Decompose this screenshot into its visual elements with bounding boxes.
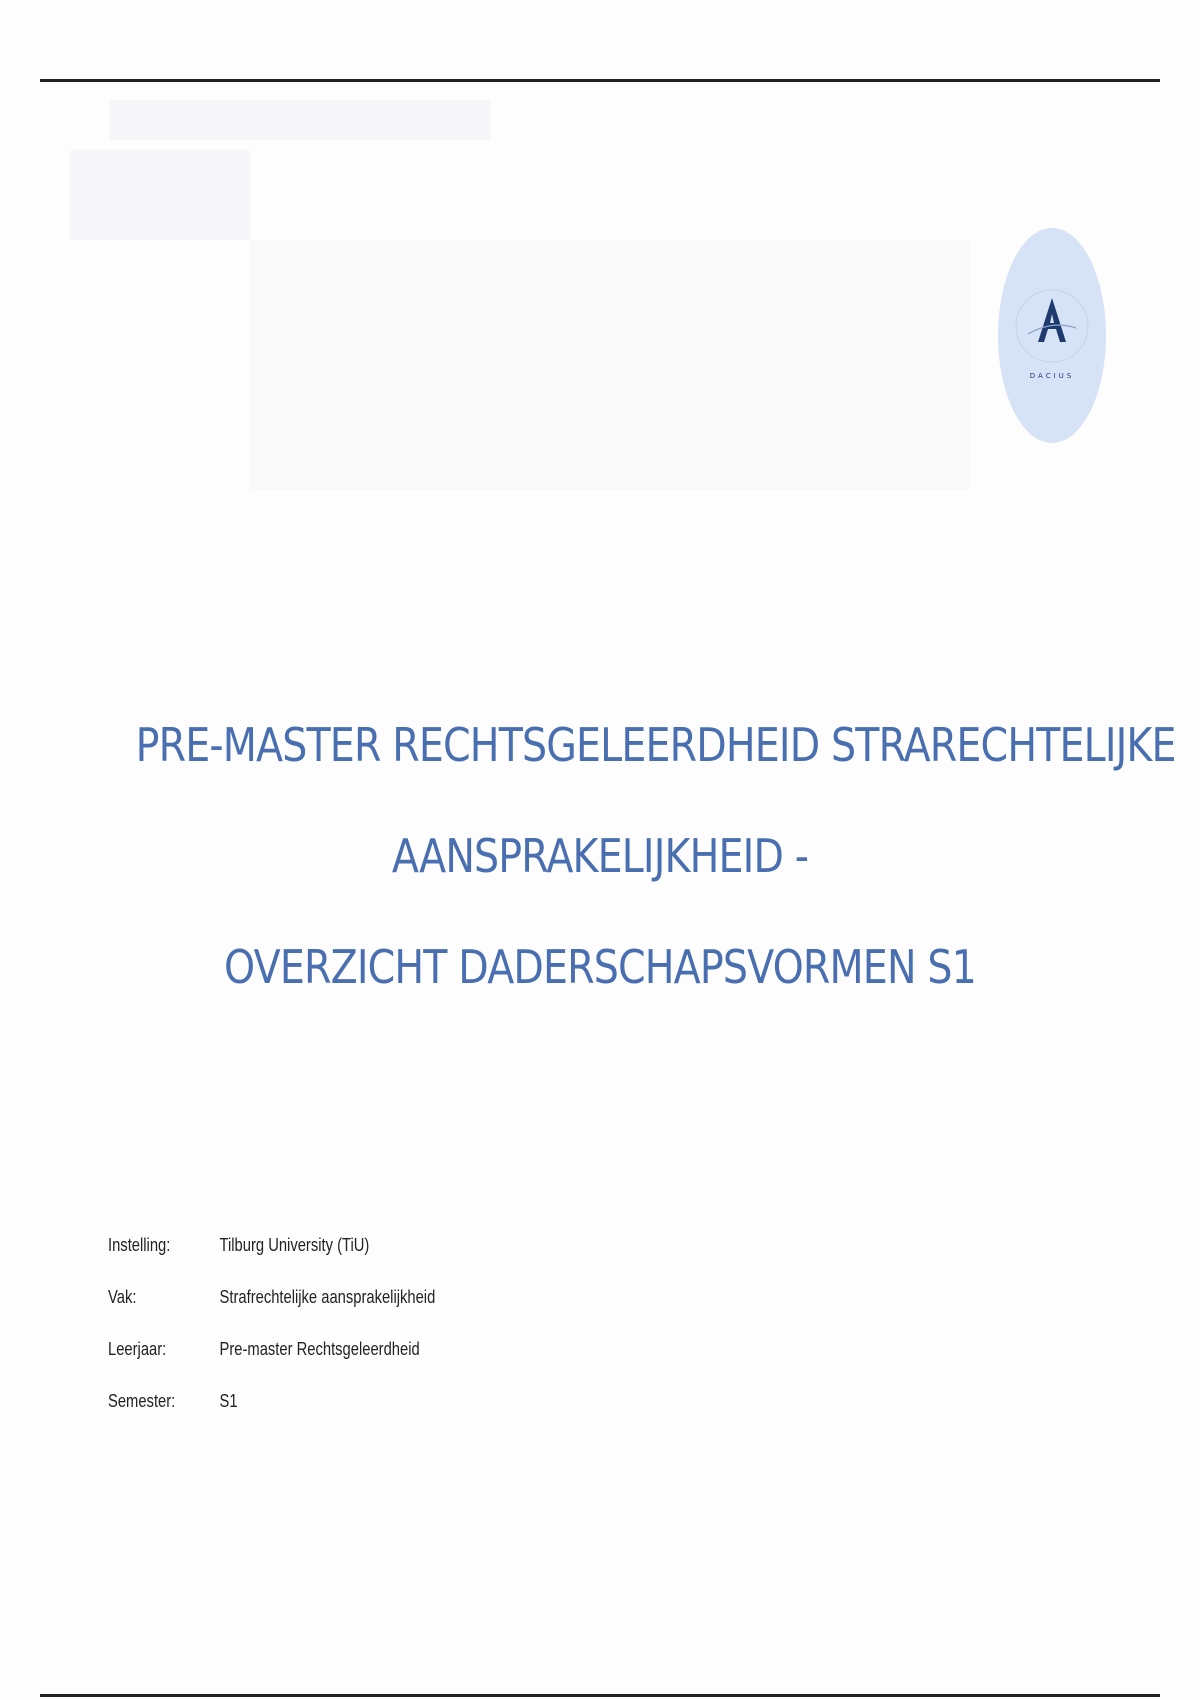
header-rule [40, 79, 1160, 82]
metadata-label: Vak: [108, 1287, 137, 1307]
metadata-value: Strafrechtelijke aansprakelijkheid [219, 1287, 436, 1307]
metadata-value: Tilburg University (TiU) [219, 1235, 370, 1255]
watermark-block [70, 150, 250, 240]
dacius-logo [998, 228, 1106, 443]
document-title [135, 690, 1176, 1023]
metadata-value: S1 [219, 1391, 238, 1411]
watermark-block [250, 240, 970, 490]
metadata-label: Leerjaar: [108, 1339, 167, 1359]
title-line-1: PRE-MASTER RECHTSGELEERDHEID STRARECHTELIJKE [135, 718, 1176, 772]
title-line-3: OVERZICHT DADERSCHAPSVORMEN S1 [224, 940, 976, 994]
metadata-value: Pre-master Rechtsgeleerdheid [219, 1339, 420, 1359]
footer-rule [40, 1694, 1160, 1697]
title-line-2: AANSPRAKELIJKHEID - [391, 829, 809, 883]
metadata-label: Instelling: [108, 1235, 171, 1255]
letter-a-logo-icon [998, 228, 1106, 443]
document-metadata [108, 1235, 435, 1443]
metadata-row-year [108, 1339, 435, 1391]
watermark-block [110, 100, 490, 140]
svg-text:DACIUS: DACIUS [1029, 372, 1075, 380]
metadata-row-semester [108, 1391, 435, 1443]
metadata-row-course [108, 1287, 435, 1339]
metadata-row-institution [108, 1235, 435, 1287]
metadata-label: Semester: [108, 1391, 176, 1411]
